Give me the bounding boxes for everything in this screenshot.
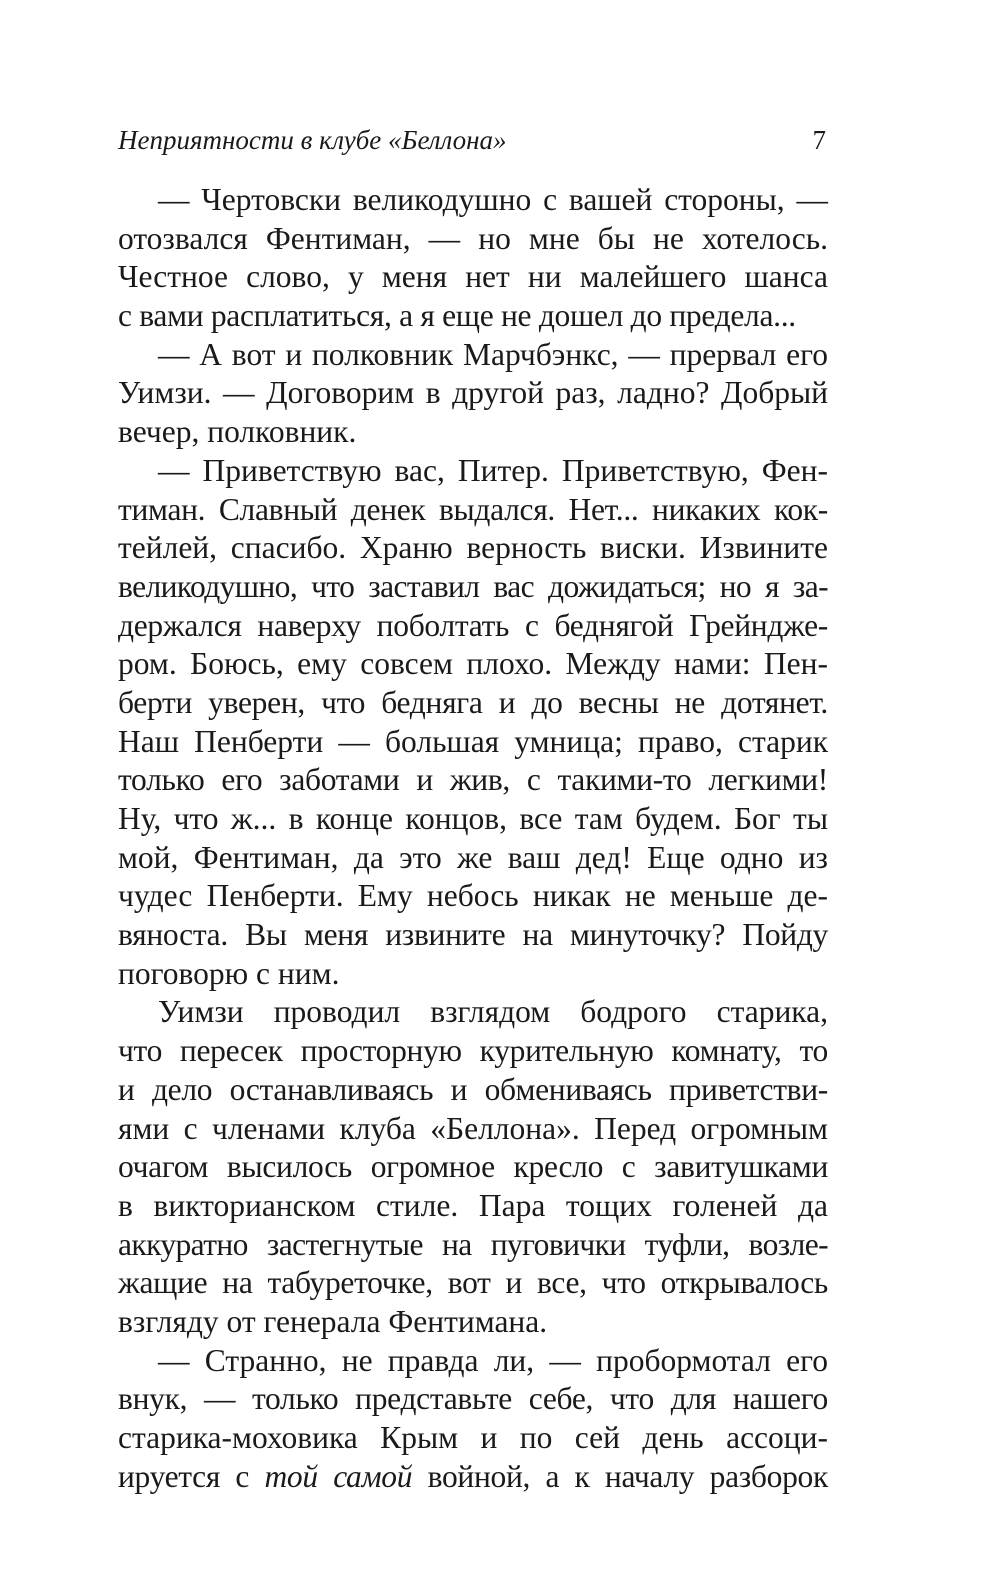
text-line: Честное слово, у меня нет ни малейшего шанса bbox=[118, 259, 828, 295]
text-line: — Чертовски великодушно с вашей стороны, — bbox=[158, 182, 828, 217]
text-line: берти уверен, что бедняга и до весны не дотянет. bbox=[118, 684, 828, 720]
page-number: 7 bbox=[812, 125, 826, 155]
text-line: тиман. Славный денек выдался. Нет... никаких кок- bbox=[118, 491, 828, 527]
text-run: ируется с bbox=[118, 1458, 265, 1494]
running-title: Неприятности в клубе «Беллона» bbox=[118, 125, 507, 155]
text-line: вяноста. Вы меня извините на минуточку? Пойду bbox=[118, 917, 828, 953]
text-line: Наш Пенберти — большая умница; право, старик bbox=[118, 723, 828, 759]
text-line: в викторианском стиле. Пара тощих голеней да bbox=[118, 1187, 828, 1223]
text-line: только его заботами и жив, с такими-то легкими! bbox=[118, 762, 828, 798]
text-line: жащие на табуреточке, вот и все, что открывалось bbox=[118, 1265, 828, 1301]
text-line: внук, — только представьте себе, что для нашего bbox=[118, 1381, 828, 1417]
text-line: отозвался Фентиман, — но мне бы не хотелось. bbox=[118, 220, 828, 256]
text-line: Уимзи проводил взглядом бодрого старика, bbox=[158, 994, 828, 1030]
text-line: мой, Фентиман, да это же ваш дед! Еще одно из bbox=[118, 839, 828, 875]
text-line: с вами расплатиться, а я еще не дошел до предела... bbox=[118, 298, 796, 334]
text-line: ром. Боюсь, ему совсем плохо. Между нами: Пен- bbox=[118, 646, 828, 682]
text-line: старика-моховика Крым и по сей день ассоци- bbox=[118, 1420, 828, 1455]
text-line: взгляду от генерала Фентимана. bbox=[118, 1303, 548, 1339]
text-line: поговорю с ним. bbox=[118, 955, 340, 991]
running-head bbox=[118, 118, 828, 162]
text-line: что пересек просторную курительную комнату, то bbox=[118, 1033, 828, 1069]
text-line: Уимзи. — Договорим в другой раз, ладно? Добрый bbox=[118, 375, 828, 411]
text-line: — А вот и полковник Марчбэнкс, — прервал его bbox=[158, 336, 828, 372]
text-line: аккуратно застегнутые на пуговички туфли, возле- bbox=[118, 1226, 828, 1262]
text-line: и дело останавливаясь и обмениваясь приветстви- bbox=[118, 1071, 828, 1107]
text-line: вечер, полковник. bbox=[118, 414, 357, 450]
text-line: чудес Пенберти. Ему небось никак не меньше де- bbox=[118, 878, 828, 914]
body-text bbox=[118, 181, 828, 1496]
text-line: — Приветствую вас, Питер. Приветствую, Фен- bbox=[158, 452, 828, 488]
text-line mixed-line bbox=[118, 1458, 828, 1497]
emphasis-text: той самой bbox=[264, 1458, 413, 1494]
text-line: очагом высилось огромное кресло с завитушками bbox=[118, 1149, 828, 1185]
text-line: держался наверху поболтать с беднягой Грейндже- bbox=[118, 607, 828, 643]
text-line: великодушно, что заставил вас дожидаться; но я за- bbox=[118, 568, 828, 604]
text-line: ями с членами клуба «Беллона». Перед огромным bbox=[118, 1110, 828, 1146]
text-line: Ну, что ж... в конце концов, все там будем. Бог ты bbox=[118, 801, 828, 836]
text-line: — Странно, не правда ли, — пробормотал его bbox=[158, 1342, 828, 1378]
text-run: войной, а к началу разборок bbox=[412, 1458, 828, 1494]
text-line: тейлей, спасибо. Храню верность виски. Извините bbox=[118, 530, 828, 566]
